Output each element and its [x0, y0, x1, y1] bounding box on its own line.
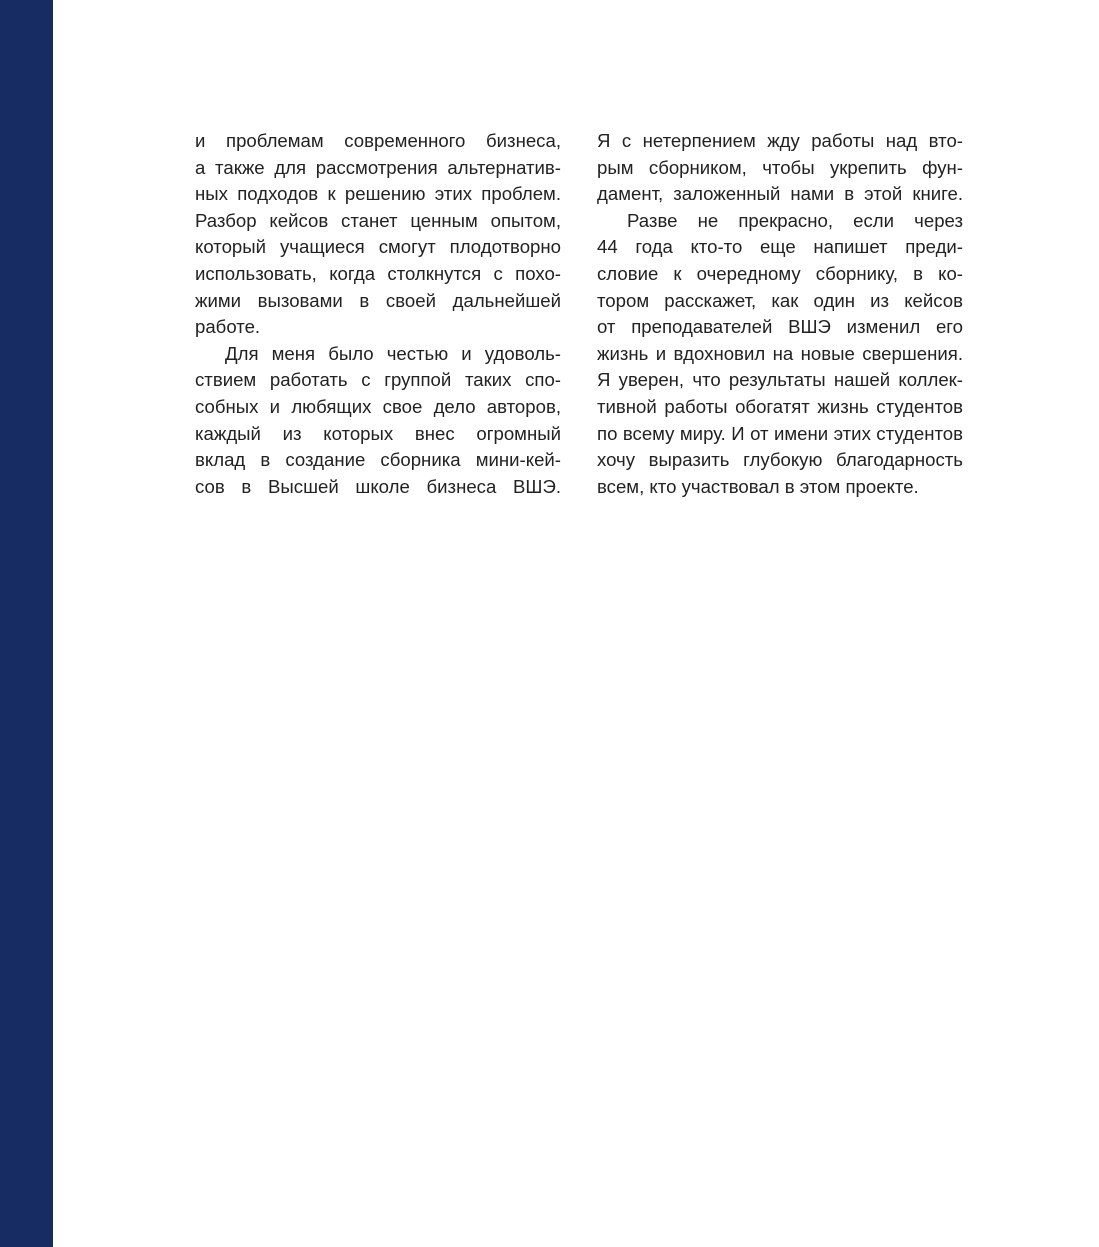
left-text-column — [195, 128, 561, 500]
text-line: вклад в создание сборника мини-кей- — [195, 449, 561, 471]
text-line: использовать, когда столкнутся с похо- — [195, 262, 561, 284]
text-line: хочу выразить глубокую благодарность — [597, 449, 963, 471]
text-line: дамент, заложенный нами в этой книге. — [597, 183, 963, 205]
text-line: ствием работать с группой таких спо- — [195, 369, 561, 391]
paragraph — [597, 208, 963, 501]
paragraph — [195, 128, 561, 341]
paragraph — [195, 341, 561, 501]
text-line: словие к очередному сборнику, в ко- — [597, 262, 963, 284]
text-line: жизнь и вдохновил на новые свершения. — [597, 342, 963, 364]
paragraph — [597, 128, 963, 208]
text-line: всем, кто участвовал в этом проекте. — [597, 475, 919, 497]
text-line: Для меня было честью и удоволь- — [225, 342, 561, 364]
text-line: Разве не прекрасно, если через — [627, 209, 963, 231]
text-line: рым сборником, чтобы укрепить фун- — [597, 156, 963, 178]
side-color-bar — [0, 0, 53, 1247]
right-text-column — [597, 128, 963, 500]
text-line: 44 года кто-то еще напишет преди- — [597, 236, 963, 258]
text-line: и проблемам современного бизнеса, — [195, 130, 561, 151]
text-line: собных и любящих свое дело авторов, — [195, 395, 561, 417]
text-line: ных подходов к решению этих проблем. — [195, 183, 561, 205]
text-line: Я с нетерпением жду работы над вто- — [597, 130, 963, 151]
text-line: а также для рассмотрения альтернатив- — [195, 156, 561, 178]
text-line: Разбор кейсов станет ценным опытом, — [195, 209, 561, 231]
text-line: Я уверен, что результаты нашей коллек- — [597, 369, 963, 391]
text-line: тором расскажет, как один из кейсов — [597, 289, 963, 311]
text-line: жими вызовами в своей дальнейшей — [195, 289, 561, 311]
text-line: который учащиеся смогут плодотворно — [195, 236, 561, 258]
text-line: по всему миру. И от имени этих студентов — [597, 422, 963, 444]
text-line: от преподавателей ВШЭ изменил его — [597, 316, 963, 338]
text-line: каждый из которых внес огромный — [195, 422, 561, 444]
text-line: сов в Высшей школе бизнеса ВШЭ. — [195, 475, 561, 497]
text-line: работе. — [195, 316, 261, 338]
text-line: тивной работы обогатят жизнь студентов — [597, 395, 963, 417]
